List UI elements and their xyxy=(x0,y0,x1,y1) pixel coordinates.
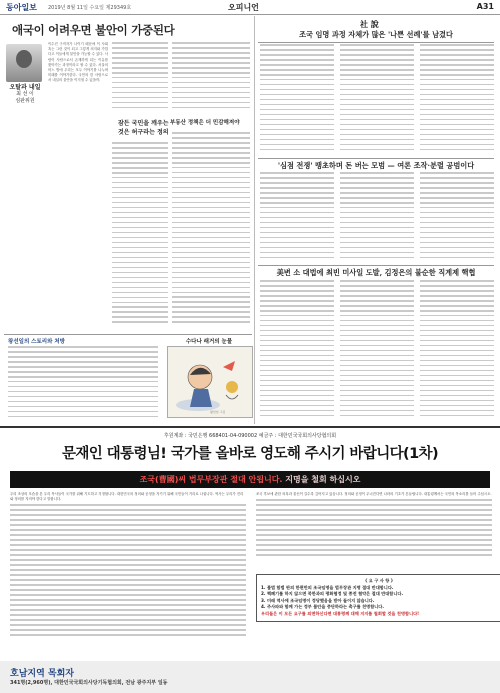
ad-demand-item: 1. 불법 합법 판의 한편만의 조국임명을 법무장관 지명 절대 반대합니다. xyxy=(261,584,394,590)
editorial-divider-2 xyxy=(258,265,494,266)
column-body-1: 이수진 구직자가 나이기 때문에 이 사회 혹는 그런 것이 되고 그렇게 의지와 가깝다고 이들에게 불안을 가능할 수 있다. 사람이 사람으로서 존재하게 되는 이유를 찾아가는 과정이라고 할 수 있다. 서울의 어느 밤에 우리는 모두 이야기를 나누며 미래를 이야기한다. 국민의 한 사람으로서 내일의 불안을 이겨낼 수 있을까. xyxy=(48,42,108,83)
editorial-3-text-a xyxy=(260,280,334,420)
author-byline xyxy=(4,84,46,105)
editorial-1-text-c xyxy=(420,44,494,158)
cartoon-title: 수다나 래거의 눈물 xyxy=(185,339,233,345)
ad-banner-prefix: 조국(曹國)씨 법무부장관 절대 안됩니다. xyxy=(139,475,283,484)
newspaper-logo: 동아일보 xyxy=(6,3,37,12)
editorial-3-text-c xyxy=(420,280,494,420)
column-text-lines xyxy=(112,42,168,114)
advertisement xyxy=(0,426,500,693)
ad-demand-item: 3. 미래 역사에 조국임명이 정당했음을 받아 들이지 않습니다. xyxy=(261,597,375,603)
ad-body-right-text: 조국 후보에 관한 의혹과 불신이 갈수록 깊어지고 있습니다. 정의와 공정이 무너진다면 나라의 기초가 흔들립니다. 대통령께서는 국민의 목소리를 들어 주십시오. xyxy=(256,492,492,496)
ad-signer-main: 호남지역 목회자 xyxy=(10,669,74,679)
ad-signer-detail: 341명(2,960명), 대한민국국회의사당기독협의회, 전남 광주지부 일동 xyxy=(10,680,168,686)
ad-right-lines xyxy=(256,499,492,559)
column-text-lines-4 xyxy=(172,132,250,332)
sub-column-subtitle: 부동산 정책은 더 민감해져야 xyxy=(170,120,240,126)
cartoon-drawing xyxy=(168,347,252,417)
editorial-2-text-c xyxy=(420,172,494,264)
ad-signature xyxy=(0,661,500,693)
editorial-1-text-b xyxy=(340,44,414,158)
editorial-1-text-a xyxy=(260,44,334,158)
editorial-headline-1: 조국 임명 과정 자체가 많은 '나쁜 선례'를 남겼다 xyxy=(258,30,494,43)
editorial-divider-1 xyxy=(258,158,494,159)
author-photo xyxy=(6,44,42,82)
column-text-lines-3 xyxy=(172,42,250,114)
author-series: 오탈과 내일 xyxy=(9,84,41,91)
ad-left-lines xyxy=(10,504,246,644)
ad-title: 문재인 대통령님! 국가를 올바로 영도해 주시기 바랍니다(1차) xyxy=(61,446,438,462)
ad-banner-suffix: 지명을 철회 하십시오 xyxy=(285,475,361,484)
masthead-bar xyxy=(0,0,500,15)
column-rule xyxy=(254,16,255,424)
ad-demand-item: 2. 핵폐기를 하지 않으면 북한과의 평화협정 및 종전 협약은 절대 반대합니다. xyxy=(261,591,404,597)
editorial-headline-2: '심점 전쟁' 땡초하며 돈 버는 모범 — 여론 조작·분렬 공범이다 xyxy=(277,161,475,170)
page-number: A31 xyxy=(476,2,494,11)
column-headline: 애국이 어려우면 불안이 가중된다 xyxy=(12,23,175,37)
ad-sponsor-line: 후원계좌 : 국민은행 668401-04-090002 예금주 : 대한민국국회의사당협의회 xyxy=(163,433,337,439)
stories-label: 왕선일의 스토리와 처방 xyxy=(8,339,65,345)
issue-date: 2019년 8월 11일 수요일 제29349호 xyxy=(48,5,132,11)
editorial-mark: 社 說 xyxy=(360,19,379,29)
spacer xyxy=(160,346,166,347)
editorial-2-text-a xyxy=(260,172,334,264)
ad-body-right xyxy=(256,492,492,570)
editorial-2-text-b xyxy=(340,172,414,264)
cartoon-credit: 왕선일 그림 xyxy=(210,410,226,414)
ad-demands-box xyxy=(256,574,500,622)
sub-column-title: 잠든 국민을 깨우는 것은 허구라는 정의 xyxy=(118,120,169,136)
cartoon-illustration xyxy=(167,346,253,418)
ad-banner xyxy=(10,471,490,488)
column-text-lines-2 xyxy=(112,142,168,332)
ad-demand-closing: 우리들은 이 모든 요구를 외면하신다면 대통령께 대해 지지를 철회할 것을 천명합니다! xyxy=(261,610,420,616)
ad-body-left xyxy=(10,492,246,652)
ad-body-left-text: 우리 조상의 모습을 본 우리 목사들이 국가를 위해 기도하고 걱정합니다. 대한민국의 정의와 공정을 지키기 위해 국민들이 거리로 나섭니다. 역사는 우리가 진리와 정의를 지켜야 한다고 말합니다. xyxy=(10,492,244,502)
editorial-3-text-b xyxy=(340,280,414,420)
editorial-headline-3: 美변 소 대법에 최빈 미사일 도발, 김정은의 불순한 직계제 핵협 xyxy=(276,268,476,277)
ad-demands-heading: 《 요 구 사 항 》 xyxy=(363,578,395,583)
stories-text-lines xyxy=(8,346,158,422)
section-divider xyxy=(4,334,252,335)
ad-demand-item: 4. 주사파와 함께 가는 정부 불안을 중단하라는 촉구를 천명합니다. xyxy=(261,604,384,610)
section-label: 오피니언 xyxy=(228,3,259,12)
author-name: 최 선 이 xyxy=(16,91,34,97)
author-role: 심판위원 xyxy=(15,98,35,104)
